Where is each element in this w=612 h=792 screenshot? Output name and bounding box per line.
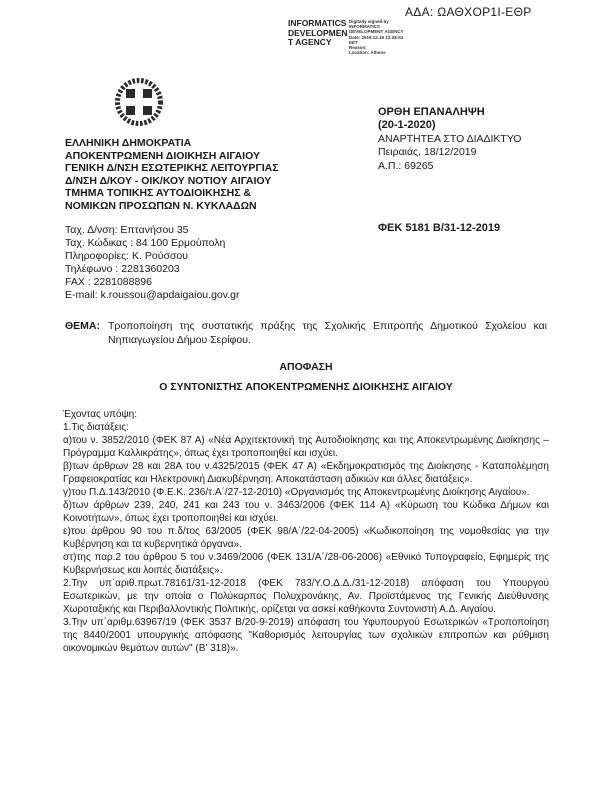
signature-detail-line: Reason: bbox=[349, 45, 367, 51]
internet-posting-note: ΑΝΑΡΤΗΤΕΑ ΣΤΟ ΔΙΑΔΙΚΤΥΟ bbox=[378, 132, 522, 145]
signature-detail-line: Date: 2019.12.18 13:28:51 bbox=[349, 34, 404, 40]
signature-detail-line: INFORMATICS bbox=[349, 24, 380, 30]
contact-block bbox=[65, 224, 239, 302]
body-paragraph-item-2: 2.Την υπ΄αριθ.πρωτ.78161/31-12-2018 (ΦΕΚ 783/Υ.Ο.Δ.Δ./31-12-2018) απόφαση του Υπουργού Εσωτερικών, με την οποία ο Πολύκαρπος Πολυχρονάκης, Αν. Προϊστάμενος της Γενικής Διεύθυνσης Χωροταξικής και Περιβαλλοντικής Πολιτικής, ορίζεται να ασκεί καθήκοντα Συντονιστή Α.Δ. Αιγαίου. bbox=[63, 578, 549, 615]
decision-title: ΑΠΟΦΑΣΗ bbox=[279, 361, 333, 373]
protocol-number: Α.Π.: 69265 bbox=[378, 159, 434, 172]
body-paragraph-item-3: 3.Την υπ΄αριθμ.63967/19 (ΦΕΚ 3537 Β/20-9-2019) απόφαση του Υφυπουργού Εσωτερικών «Τροποποίηση της 8440/2001 υπουργικής απόφασης "Καθορισμός λειτουργίας των σχολικών επιτροπών και ρύθμιση οικονομικών θεμάτων αυτών" (Β' 318)». bbox=[63, 617, 549, 654]
contact-address: Ταχ. Δ/νση: Επτανήσου 35 bbox=[65, 224, 189, 236]
contact-information: Πληροφορίες: Κ. Ρούσσου bbox=[65, 250, 188, 262]
body-paragraph-law-b: β)των άρθρων 28 και 28Α του ν.4325/2015 (ΦΕΚ 47 Α) «Εκδημοκρατισμός της Διοίκησης - Καταπολέμηση Γραφειοκρατίας και Ηλεκτρονική Διακυβέρνηση. Αποκατάσταση αδικιών και άλλες διατάξεις». bbox=[63, 461, 549, 485]
subject-text: Τροποποίηση της συστατικής πράξης της Σχολικής Επιτροπής Δημοτικού Σχολείου και Νηπιαγωγείου Δήμου Σερίφου. bbox=[108, 320, 547, 346]
body-paragraph-law-e: ε)του άρθρου 90 του π.δ/τος 63/2005 (ΦΕΚ 98/Α΄/22-04-2005) «Κωδικοποίηση της νομοθεσίας για την Κυβέρνηση και τα κυβερνητικά όργανα». bbox=[63, 526, 549, 550]
subject-label: ΘΕΜΑ: bbox=[65, 320, 100, 332]
signature-detail-line: Digitally signed by bbox=[349, 19, 389, 24]
body-paragraph-law-a: α)του ν. 3852/2010 (ΦΕΚ 87 Α) «Νέα Αρχιτεκτονική της Αυτοδιοίκησης και της Αποκεντρωμένης Διοίκησης – Πρόγραμμα Καλλικράτης», όπως έχει τροποποιηθεί και ισχύει. bbox=[63, 435, 549, 459]
body-paragraph-law-c: γ)του Π.Δ.143/2010 (Φ.Ε.Κ. 236/τ.Α΄/27-12-2010) «Οργανισμός της Αποκεντρωμένης Διοίκησης Αιγαίου». bbox=[63, 487, 530, 498]
contact-postal-code: Ταχ. Κώδικας : 84 100 Ερμούπολη bbox=[65, 237, 226, 249]
ada-code: ΑΔΑ: ΩΑΘΧΟΡ1Ι-ΕΘΡ bbox=[405, 5, 532, 19]
signature-detail-line: Location: Athens bbox=[349, 50, 386, 56]
place-and-date: Πειραιάς, 18/12/2019 bbox=[378, 146, 477, 159]
org-line-general-directorate: ΓΕΝΙΚΗ Δ/ΝΣΗ ΕΣΩΤΕΡΙΚΗΣ ΛΕΙΤΟΥΡΓΙΑΣ bbox=[65, 162, 279, 175]
organization-header bbox=[65, 137, 279, 213]
body-paragraph-provisions: 1.Τις διατάξεις: bbox=[63, 422, 129, 433]
signature-detail-line: DEVELOPMENT AGENCY bbox=[349, 29, 404, 35]
body-paragraph-having-regard: Έχοντας υπόψη: bbox=[63, 409, 137, 420]
body-paragraph-law-d: δ)των άρθρων 239, 240, 241 και 243 του ν. 3463/2006 (ΦΕΚ 114 Α) «Κύρωση του Κώδικα Δήμων και Κοινοτήτων», όπως έχει τροποποιηθεί και ισχύει. bbox=[63, 500, 549, 524]
contact-email: E-mail: k.roussou@apdaigaiou.gov.gr bbox=[65, 289, 240, 301]
signature-detail-line: EET bbox=[349, 39, 358, 45]
fek-reference: ΦΕΚ 5181 Β/31-12-2019 bbox=[378, 222, 501, 234]
signature-agency-line: INFORMATICS bbox=[288, 18, 347, 28]
contact-fax: FAX : 2281088896 bbox=[65, 276, 152, 288]
correction-title: ΟΡΘΗ ΕΠΑΝΑΛΗΨΗ bbox=[378, 106, 485, 118]
org-line-department-2: ΝΟΜΙΚΩΝ ΠΡΟΣΩΠΩΝ Ν. ΚΥΚΛΑΔΩΝ bbox=[65, 199, 257, 212]
org-line-department-1: ΤΜΗΜΑ ΤΟΠΙΚΗΣ ΑΥΤΟΔΙΟΙΚΗΣΗΣ & bbox=[65, 187, 252, 200]
correction-date: (20-1-2020) bbox=[378, 119, 436, 132]
signature-agency-line: T AGENCY bbox=[288, 37, 332, 47]
signature-details bbox=[349, 19, 419, 55]
header-right-block bbox=[378, 106, 521, 173]
signature-agency-line: DEVELOPMEN bbox=[288, 27, 348, 38]
digital-signature-stamp bbox=[288, 19, 419, 55]
decision-body bbox=[63, 408, 549, 655]
contact-phone: Τηλέφωνο : 2281360203 bbox=[65, 263, 180, 275]
greek-national-emblem-icon bbox=[114, 76, 164, 128]
org-line-republic: ΕΛΛΗΝΙΚΗ ΔΗΜΟΚΡΑΤΙΑ bbox=[65, 137, 192, 149]
signature-agency-name bbox=[288, 19, 346, 55]
org-line-directorate: Δ/ΝΣΗ Δ/ΚΟΥ - ΟΙΚ/ΚΟΥ ΝΟΤΙΟΥ ΑΙΓΑΙΟΥ bbox=[65, 174, 272, 187]
org-line-administration: ΑΠΟΚΕΝΤΡΩΜΕΝΗ ΔΙΟΙΚΗΣΗ ΑΙΓΑΙΟΥ bbox=[65, 149, 260, 162]
subject-row bbox=[65, 320, 547, 347]
decision-subtitle: Ο ΣΥΝΤΟΝΙΣΤΗΣ ΑΠΟΚΕΝΤΡΩΜΕΝΗΣ ΔΙΟΙΚΗΣΗΣ ΑΙΓΑΙΟΥ bbox=[159, 381, 453, 393]
body-paragraph-law-st: στ)της παρ.2 του άρθρου 5 του ν.3469/2006 (ΦΕΚ 131/Α΄/28-06-2006) «Εθνικό Τυπογραφείο, Εφημερίς της Κυβερνήσεως και λοιπές διατάξεις». bbox=[63, 552, 549, 576]
